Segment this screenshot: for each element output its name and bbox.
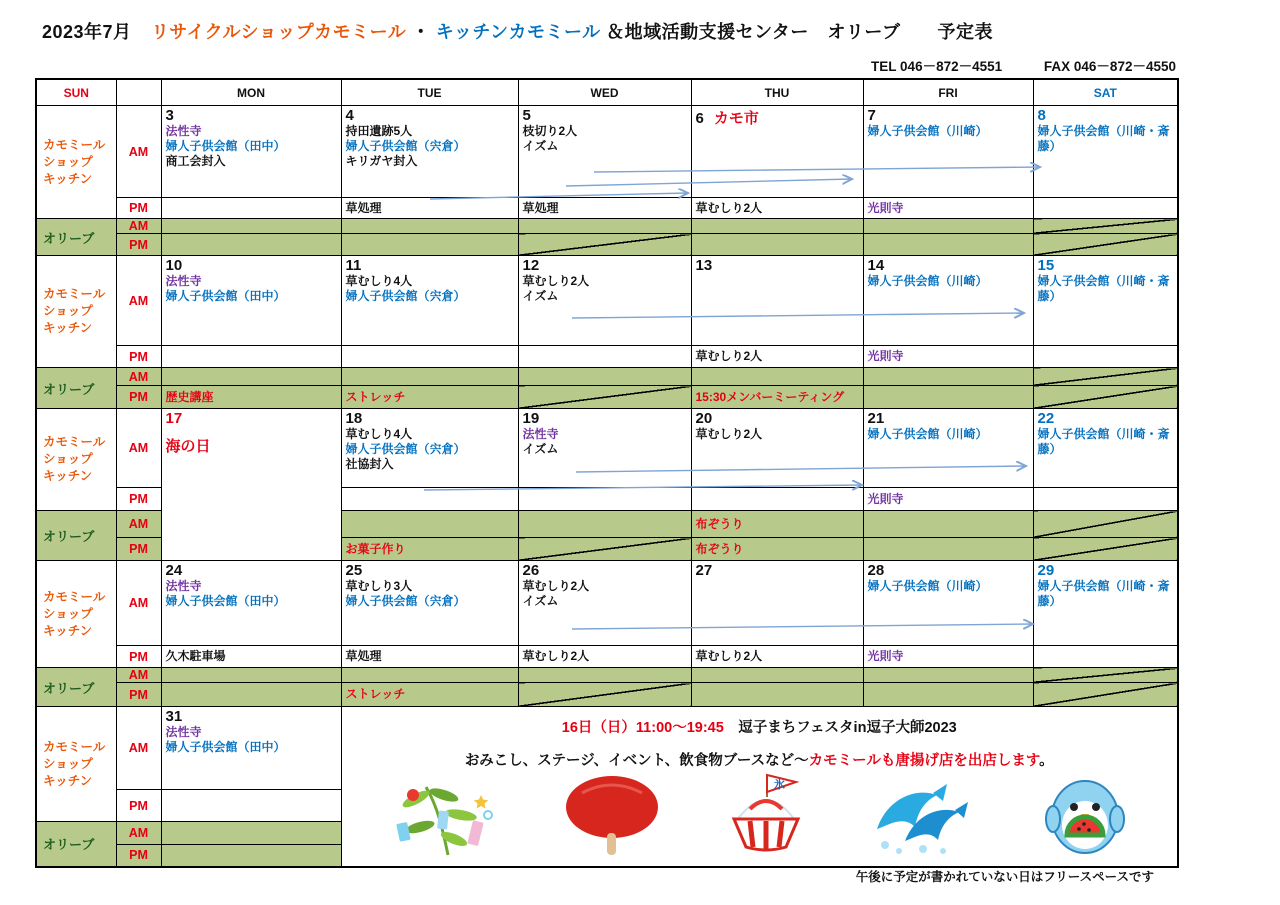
weekday-header-thu: THU	[691, 79, 863, 106]
schedule-entry: 婦人子供会館（川崎）	[867, 124, 988, 138]
olive-am-row	[36, 368, 1178, 386]
day-pm-cell	[518, 346, 691, 368]
date-number: 15	[1037, 257, 1055, 274]
weekday-header-row	[36, 79, 1178, 106]
shop-label-line: ショップ	[43, 452, 93, 466]
day-pm-cell	[518, 488, 691, 511]
day-pm-cell	[161, 198, 341, 219]
announcement-line1: 16日（日）11:00～19:45 逗子まちフェスタin逗子大師2023	[561, 720, 957, 736]
schedule-entry: 布ぞうり	[695, 516, 744, 531]
olive-pm-cell	[518, 234, 691, 256]
announcement-line2: おみこし、ステージ、イベント、飲食物ブースなど～カモミールも唐揚げ店を出店します。	[464, 753, 1054, 769]
olive-am-cell	[161, 668, 341, 683]
schedule-entry: 婦人子供会館（川崎・斎藤）	[1037, 124, 1170, 153]
schedule-entry: 草むしり4人	[345, 427, 413, 441]
title-recycle-shop: リサイクルショップカモミール	[151, 22, 407, 42]
page-title	[42, 18, 993, 44]
olive-pm-cell	[863, 538, 1033, 561]
fax-number: FAX 046－872－4550	[1043, 59, 1176, 74]
olive-pm-cell	[341, 538, 518, 561]
date-row	[868, 410, 1029, 427]
olive-pm-cell	[518, 386, 691, 409]
date-row	[346, 107, 514, 124]
date-row	[1038, 257, 1174, 274]
day-pm-cell	[1033, 488, 1178, 511]
schedule-entry: 法性寺	[165, 274, 202, 288]
schedule-entry: イズム	[522, 442, 559, 456]
schedule-entry: 婦人子供会館（川崎・斎藤）	[1037, 274, 1170, 303]
date-number: 3	[165, 107, 174, 124]
day-cell	[1033, 256, 1178, 346]
schedule-entry: 草むしり2人	[695, 649, 763, 663]
day-pm-cell	[691, 346, 863, 368]
week-pm-row	[36, 198, 1178, 219]
date-number: 6	[695, 110, 704, 127]
pm-label: PM	[116, 346, 161, 368]
date-number: 11	[345, 257, 362, 274]
olive-am-cell	[161, 219, 341, 234]
day-cell	[341, 106, 518, 198]
olive-am-cell	[341, 219, 518, 234]
schedule-entry: 草むしり2人	[522, 649, 590, 663]
olive-pm-cell	[341, 683, 518, 707]
date-number: 20	[695, 410, 713, 427]
day-cell	[863, 256, 1033, 346]
schedule-entry: 草むしり2人	[522, 579, 590, 593]
title-kitchen: キッチンカモミール	[435, 22, 601, 42]
day-pm-cell	[863, 346, 1033, 368]
date-row	[1038, 410, 1174, 427]
schedule-entry: キリガヤ封入	[345, 154, 418, 168]
olive-pm-cell	[863, 386, 1033, 409]
olive-pm-cell	[1033, 683, 1178, 707]
am-label: AM	[116, 409, 161, 488]
date-number: 14	[867, 257, 885, 274]
day-cell	[691, 256, 863, 346]
olive-pm-cell	[1033, 234, 1178, 256]
olive-am-cell	[1033, 368, 1178, 386]
olive-pm-label: PM	[116, 234, 161, 256]
date-row	[1038, 562, 1174, 579]
pm-label: PM	[116, 790, 161, 822]
schedule-entry: 草処理	[345, 649, 382, 663]
day-pm-cell	[341, 488, 518, 511]
date-row	[868, 107, 1029, 124]
shop-kitchen-label	[36, 707, 116, 822]
day-cell	[863, 106, 1033, 198]
day-pm-cell	[161, 346, 341, 368]
olive-pm-cell	[518, 683, 691, 707]
day-pm-cell	[341, 198, 518, 219]
date-number: 28	[867, 562, 885, 579]
schedule-entry: 婦人子供会館（川崎）	[867, 427, 988, 441]
weekday-header-wed: WED	[518, 79, 691, 106]
day-pm-cell	[1033, 346, 1178, 368]
olive-pm-cell	[161, 683, 341, 707]
pm-label: PM	[116, 646, 161, 668]
weekday-header-empty	[116, 79, 161, 106]
schedule-entry: 法性寺	[165, 579, 202, 593]
date-number: 10	[165, 257, 183, 274]
olive-label: オリーブ	[36, 219, 116, 256]
olive-pm-cell	[863, 234, 1033, 256]
day-pm-cell	[518, 198, 691, 219]
olive-am-label: AM	[116, 822, 161, 845]
olive-am-cell	[161, 822, 341, 845]
day-cell	[518, 409, 691, 488]
shop-label-line: ショップ	[43, 606, 93, 621]
day-pm-cell	[161, 646, 341, 668]
shop-label-line: カモミール	[43, 589, 106, 604]
holiday-name: 海の日	[165, 438, 211, 455]
day-pm-cell	[341, 346, 518, 368]
olive-am-row	[36, 219, 1178, 234]
date-number: 24	[165, 562, 183, 579]
schedule-entry: ストレッチ	[345, 389, 406, 404]
schedule-entry: イズム	[522, 139, 559, 153]
olive-pm-label: PM	[116, 538, 161, 561]
date-row	[868, 257, 1029, 274]
date-row	[166, 107, 337, 124]
shop-label-line: キッチン	[43, 469, 93, 483]
day-pm-cell	[863, 646, 1033, 668]
day-pm-cell	[1033, 198, 1178, 219]
schedule-entry: イズム	[522, 289, 559, 303]
date-row	[696, 107, 859, 128]
schedule-entry: 婦人子供会館（川崎）	[867, 274, 988, 288]
olive-pm-cell	[863, 683, 1033, 707]
day-cell	[691, 106, 863, 198]
shop-kitchen-label	[36, 409, 116, 511]
olive-pm-cell	[691, 538, 863, 561]
olive-pm-label: PM	[116, 845, 161, 867]
market-note: カモ市	[713, 110, 759, 127]
day-cell	[863, 409, 1033, 488]
olive-pm-cell	[161, 386, 341, 409]
title-month: 2023年7月	[42, 22, 132, 42]
olive-am-cell	[863, 368, 1033, 386]
olive-pm-cell	[691, 234, 863, 256]
olive-pm-cell	[161, 845, 341, 867]
olive-am-cell	[341, 668, 518, 683]
shop-label-line: カモミール	[43, 137, 106, 152]
day-pm-cell	[691, 198, 863, 219]
olive-am-cell	[1033, 668, 1178, 683]
day-cell	[161, 256, 341, 346]
title-rest: ＆地域活動支援センター オリーブ 予定表	[606, 22, 994, 42]
shop-label-line: ショップ	[43, 304, 93, 318]
olive-pm-cell	[518, 538, 691, 561]
schedule-entry: 草むしり4人	[345, 274, 413, 288]
olive-am-cell	[341, 511, 518, 538]
olive-am-cell	[691, 511, 863, 538]
day-pm-cell	[161, 790, 341, 822]
shop-label-line: カモミール	[43, 739, 106, 754]
shop-kitchen-label	[36, 106, 116, 219]
day-cell	[1033, 409, 1178, 488]
shop-label-line: カモミール	[43, 287, 106, 301]
olive-pm-label: PM	[116, 386, 161, 409]
date-number: 27	[695, 562, 713, 579]
schedule-entry: 婦人子供会館（宍倉）	[345, 289, 466, 303]
olive-pm-cell	[691, 683, 863, 707]
olive-am-label: AM	[116, 668, 161, 683]
weekday-header-fri: FRI	[863, 79, 1033, 106]
schedule-entry: 法性寺	[165, 124, 202, 138]
date-row	[523, 562, 687, 579]
schedule-entry: 草むしり2人	[695, 349, 763, 363]
schedule-entry: 法性寺	[522, 427, 559, 441]
uchiwa-fan-icon	[562, 775, 662, 862]
date-number: 22	[1037, 410, 1055, 427]
day-cell	[341, 256, 518, 346]
tel-number: TEL 046－872－4551	[871, 59, 1003, 74]
olive-am-cell	[161, 368, 341, 386]
date-row	[696, 562, 859, 579]
date-row	[166, 257, 337, 274]
shop-label-line: ショップ	[43, 154, 93, 169]
date-number: 17	[165, 410, 183, 427]
schedule-table	[35, 78, 1179, 868]
date-row	[696, 410, 859, 427]
weekday-header-sat: SAT	[1033, 79, 1178, 106]
date-row	[696, 257, 859, 274]
schedule-entry: 布ぞうり	[695, 541, 744, 556]
day-cell	[341, 561, 518, 646]
day-pm-cell	[863, 198, 1033, 219]
am-label: AM	[116, 256, 161, 346]
schedule-entry: 草処理	[522, 200, 559, 215]
day-cell	[341, 409, 518, 488]
olive-am-cell	[691, 368, 863, 386]
date-row	[523, 107, 687, 124]
day-cell	[1033, 561, 1178, 646]
olive-am-cell	[863, 668, 1033, 683]
day-cell	[518, 256, 691, 346]
schedule-entry: 婦人子供会館（田中）	[165, 289, 286, 303]
day-cell	[691, 561, 863, 646]
schedule-entry: 久木駐車場	[165, 649, 226, 663]
date-row	[166, 708, 337, 725]
olive-am-label: AM	[116, 219, 161, 234]
date-row	[166, 562, 337, 579]
schedule-entry: お菓子作り	[345, 541, 406, 556]
day-pm-cell	[691, 646, 863, 668]
olive-pm-cell	[1033, 386, 1178, 409]
olive-am-label: AM	[116, 368, 161, 386]
olive-am-label: AM	[116, 511, 161, 538]
day-cell	[161, 106, 341, 198]
day-pm-cell	[691, 488, 863, 511]
schedule-entry: 草むしり2人	[695, 427, 763, 441]
dolphins-icon	[871, 777, 983, 862]
olive-am-cell	[518, 219, 691, 234]
weekday-header-sun: SUN	[36, 79, 116, 106]
schedule-entry: 法性寺	[165, 725, 202, 739]
olive-pm-label: PM	[116, 683, 161, 707]
olive-am-cell	[341, 368, 518, 386]
olive-am-row	[36, 668, 1178, 683]
schedule-entry: 婦人子供会館（田中）	[165, 139, 286, 153]
schedule-entry: 社協封入	[345, 457, 394, 471]
schedule-entry: ストレッチ	[345, 687, 406, 701]
schedule-entry: 光則寺	[867, 649, 904, 663]
pm-label: PM	[116, 488, 161, 511]
date-row	[166, 410, 337, 427]
schedule-entry: 婦人子供会館（田中）	[165, 740, 286, 754]
day-pm-cell	[341, 646, 518, 668]
schedule-entry: 光則寺	[867, 491, 904, 506]
date-number: 21	[867, 410, 885, 427]
schedule-entry: 光則寺	[867, 349, 904, 363]
tanabata-icon	[386, 781, 504, 862]
shop-label-line: ショップ	[43, 756, 93, 771]
date-number: 5	[522, 107, 531, 124]
schedule-entry: 婦人子供会館（川崎・斎藤）	[1037, 427, 1170, 456]
schedule-entry: 光則寺	[867, 200, 904, 215]
week-am-row	[36, 561, 1178, 646]
olive-am-cell	[518, 511, 691, 538]
olive-am-cell	[518, 368, 691, 386]
schedule-entry: 婦人子供会館（宍倉）	[345, 139, 466, 153]
olive-am-cell	[691, 219, 863, 234]
shaved-ice-icon	[720, 771, 812, 862]
day-cell	[1033, 106, 1178, 198]
olive-am-cell	[863, 219, 1033, 234]
day-pm-cell	[518, 646, 691, 668]
olive-label: オリーブ	[36, 822, 116, 867]
footer-note: 午後に予定が書かれていない日はフリースペースです	[855, 870, 1154, 884]
date-row	[523, 410, 687, 427]
olive-am-cell	[691, 668, 863, 683]
date-number: 31	[165, 708, 183, 725]
day-cell	[161, 707, 341, 790]
day-cell	[518, 106, 691, 198]
date-number: 8	[1037, 107, 1046, 124]
schedule-entry: 婦人子供会館（川崎）	[867, 579, 988, 593]
day-pm-cell	[863, 488, 1033, 511]
olive-pm-cell	[691, 386, 863, 409]
shop-label-line: キッチン	[43, 321, 93, 335]
title-separator: ・	[411, 22, 431, 42]
olive-am-cell	[1033, 219, 1178, 234]
week-pm-row	[36, 646, 1178, 668]
festival-icons	[342, 771, 1178, 864]
schedule-entry: 15:30メンバーミーティング	[695, 389, 845, 404]
date-number: 29	[1037, 562, 1055, 579]
day-cell	[691, 409, 863, 488]
olive-pm-row	[36, 234, 1178, 256]
olive-pm-cell	[1033, 538, 1178, 561]
day-cell	[161, 409, 341, 561]
weekday-header-tue: TUE	[341, 79, 518, 106]
date-row	[523, 257, 687, 274]
shop-kitchen-label	[36, 256, 116, 368]
week-am-row	[36, 256, 1178, 346]
am-label: AM	[116, 561, 161, 646]
olive-label: オリーブ	[36, 668, 116, 707]
schedule-entry: 持田遺跡5人	[345, 124, 413, 138]
day-cell	[161, 561, 341, 646]
schedule-entry: 草むしり2人	[522, 274, 590, 288]
olive-pm-cell	[341, 386, 518, 409]
schedule-entry: 婦人子供会館（田中）	[165, 594, 286, 608]
date-number: 19	[522, 410, 540, 427]
date-row	[1038, 107, 1174, 124]
schedule-entry: 歴史講座	[165, 389, 214, 404]
schedule-entry: 草むしり3人	[345, 579, 413, 593]
day-cell	[518, 561, 691, 646]
week-am-row	[36, 707, 1178, 790]
schedule-entry: イズム	[522, 594, 559, 608]
contact-info	[833, 55, 1176, 75]
day-cell	[863, 561, 1033, 646]
pm-label: PM	[116, 198, 161, 219]
shop-label-line: キッチン	[43, 623, 93, 638]
date-number: 12	[522, 257, 540, 274]
week-am-row	[36, 409, 1178, 488]
date-number: 13	[695, 257, 713, 274]
olive-pm-row	[36, 683, 1178, 707]
schedule-entry: 婦人子供会館（宍倉）	[345, 442, 466, 456]
week-am-row	[36, 106, 1178, 198]
date-number: 4	[345, 107, 354, 124]
olive-label: オリーブ	[36, 368, 116, 409]
shop-label-line: キッチン	[43, 773, 93, 788]
date-row	[346, 257, 514, 274]
schedule-entry: 商工会封入	[165, 154, 226, 168]
day-pm-cell	[1033, 646, 1178, 668]
date-number: 25	[345, 562, 363, 579]
olive-am-cell	[518, 668, 691, 683]
olive-am-cell	[863, 511, 1033, 538]
penguin-icon	[1041, 773, 1129, 862]
am-label: AM	[116, 106, 161, 198]
olive-pm-cell	[341, 234, 518, 256]
shop-label-line: キッチン	[43, 171, 93, 186]
schedule-entry: 婦人子供会館（川崎・斎藤）	[1037, 579, 1170, 608]
weekday-header-mon: MON	[161, 79, 341, 106]
date-row	[868, 562, 1029, 579]
schedule-entry: 草処理	[345, 200, 382, 215]
olive-am-cell	[1033, 511, 1178, 538]
date-number: 7	[867, 107, 876, 124]
schedule-entry: 草むしり2人	[695, 200, 763, 215]
olive-pm-cell	[161, 234, 341, 256]
olive-label: オリーブ	[36, 511, 116, 561]
olive-pm-row	[36, 386, 1178, 409]
festival-announcement	[341, 707, 1178, 867]
shop-kitchen-label	[36, 561, 116, 668]
week-pm-row	[36, 346, 1178, 368]
svg-text:氷: 氷	[774, 778, 786, 791]
schedule-entry: 婦人子供会館（宍倉）	[345, 594, 466, 608]
shop-label-line: カモミール	[43, 435, 106, 449]
date-number: 18	[345, 410, 363, 427]
schedule-entry: 枝切り2人	[522, 124, 578, 138]
date-number: 26	[522, 562, 540, 579]
date-row	[346, 410, 514, 427]
am-label: AM	[116, 707, 161, 790]
date-row	[346, 562, 514, 579]
